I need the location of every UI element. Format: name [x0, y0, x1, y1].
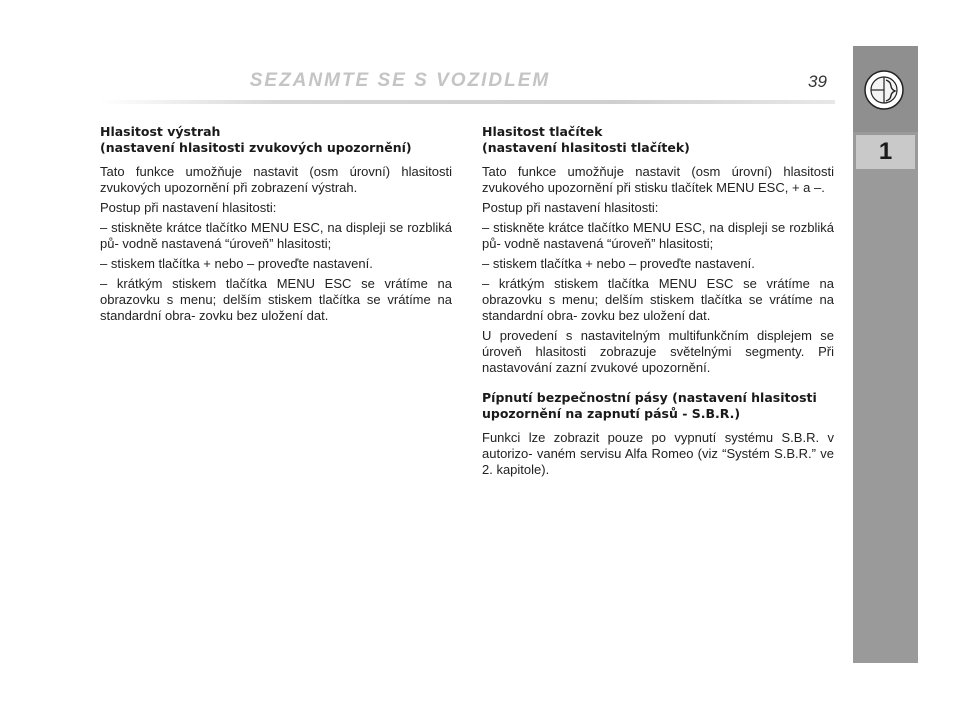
- header-divider: [100, 100, 835, 104]
- body-paragraph: Postup při nastavení hlasitosti:: [482, 200, 659, 215]
- heading-line: Hlasitost tlačítek: [482, 124, 603, 139]
- section-heading: [100, 124, 452, 156]
- chapter-number-box: [856, 135, 915, 169]
- section-heading: [482, 124, 834, 156]
- page-number: 39: [808, 72, 827, 91]
- body-paragraph: – stiskněte krátce tlačítko MENU ESC, na displeji se rozbliká pů- vodně nastavená “úroveň” hlasitosti;: [100, 220, 452, 251]
- page-section-title: SEZANMTE SE S VOZIDLEM: [249, 70, 551, 91]
- body-paragraph: – stiskem tlačítka + nebo – proveďte nastavení.: [482, 256, 755, 271]
- body-paragraph: Tato funkce umožňuje nastavit (osm úrovní) hlasitosti zvukových upozornění při zobrazení výstrah.: [100, 164, 452, 195]
- body-paragraph: – stiskem tlačítka + nebo – proveďte nastavení.: [100, 256, 373, 271]
- heading-line: Hlasitost výstrah: [100, 124, 221, 139]
- heading-line: (nastavení hlasitosti tlačítek): [482, 140, 690, 155]
- alfa-romeo-logo-icon: [864, 70, 904, 110]
- body-paragraph: Funkci lze zobrazit pouze po vypnutí systému S.B.R. v autorizo- vaném servisu Alfa Romeo (viz “Systém S.B.R.” ve 2. kapitole).: [482, 430, 834, 477]
- body-paragraph: Tato funkce umožňuje nastavit (osm úrovní) hlasitosti zvukového upozornění při stisku tlačítek MENU ESC, + a –.: [482, 164, 834, 195]
- left-column: [100, 124, 452, 328]
- body-paragraph: – krátkým stiskem tlačítka MENU ESC se vrátíme na obrazovku s menu; delším stiskem tlačítka se vrátíme na standardní obra- zovku bez uložení dat.: [482, 276, 834, 323]
- chapter-number: 1: [878, 138, 893, 165]
- body-paragraph: U provedení s nastavitelným multifunkčním displejem se úroveň hlasitosti zobrazuje světelnými segmenty. Při nastavování zazní zvukové upozornění.: [482, 328, 834, 375]
- body-paragraph: – stiskněte krátce tlačítko MENU ESC, na displeji se rozbliká pů- vodně nastavená “úroveň” hlasitosti;: [482, 220, 834, 251]
- heading-line: (nastavení hlasitosti zvukových upozornění): [100, 140, 412, 155]
- body-paragraph: – krátkým stiskem tlačítka MENU ESC se vrátíme na obrazovku s menu; delším stiskem tlačítka se vrátíme na standardní obra- zovku bez uložení dat.: [100, 276, 452, 323]
- section-subheading: Pípnutí bezpečnostní pásy (nastavení hlasitosti upozornění na zapnutí pásů - S.B.R.): [482, 390, 817, 421]
- body-paragraph: Postup při nastavení hlasitosti:: [100, 200, 277, 215]
- right-column: [482, 124, 834, 482]
